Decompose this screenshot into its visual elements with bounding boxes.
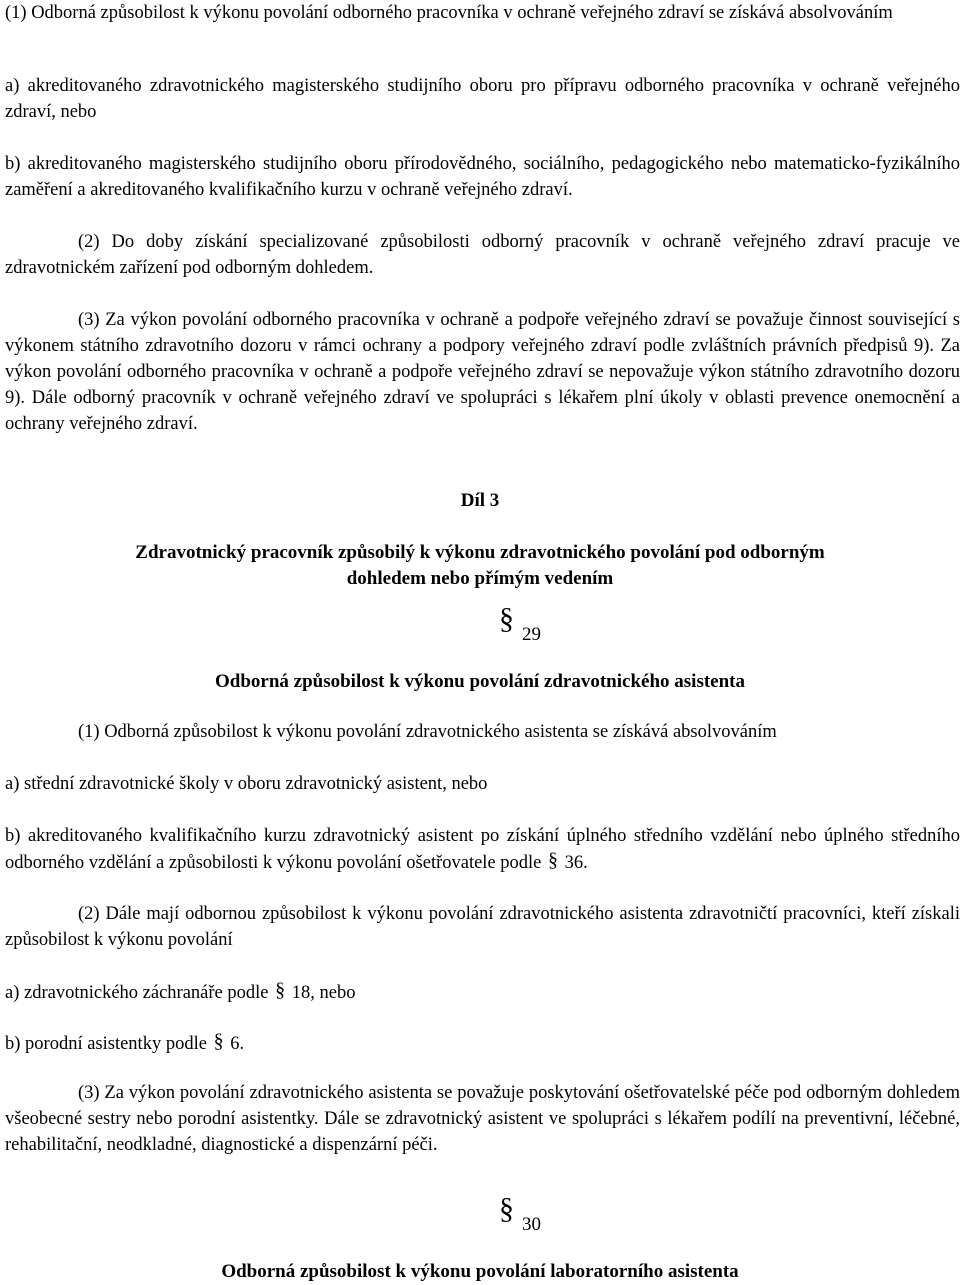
- s29-paragraph-2b: [5, 1030, 960, 1057]
- paragraph-1b: b) akreditovaného magisterského studijního oboru přírodovědného, sociálního, pedagogického nebo matematicko-fyzikálního zaměření a akreditovaného kvalifikačního kurzu v ochraně veřejného zdraví.: [5, 154, 960, 200]
- paragraph-1a: a) akreditovaného zdravotnického magisterského studijního oboru pro přípravu odborného pracovníka v ochraně veřejného zdraví, nebo: [5, 76, 960, 122]
- s29-paragraph-1b-text: b) akreditovaného kvalifikačního kurzu zdravotnický asistent po získání úplného středního vzdělání nebo úplného středního odborného vzdělání a způsobilosti k výkonu povolání ošetřovatele podle: [5, 826, 960, 873]
- section-30-number: 30: [522, 1214, 541, 1235]
- s29-paragraph-2a: [5, 979, 960, 1006]
- section-29-heading: [0, 602, 960, 648]
- section-30-heading: [0, 1192, 960, 1238]
- part-subtitle-line1: Zdravotnický pracovník způsobilý k výkonu zdravotnického povolání pod odborným: [135, 542, 825, 563]
- s29-paragraph-2b-ref: 6.: [230, 1034, 245, 1054]
- section-symbol: §: [499, 1192, 514, 1225]
- section-symbol: §: [275, 979, 286, 1001]
- s29-paragraph-2a-ref: 18, nebo: [291, 983, 356, 1003]
- s29-paragraph-2: (2) Dále mají odbornou způsobilost k výkonu povolání zdravotnického asistenta zdravotničtí pracovníci, kteří získali způsobilost k výkonu povolání: [5, 904, 960, 950]
- s29-paragraph-1: (1) Odborná způsobilost k výkonu povolání zdravotnického asistenta se získává absolvováním: [78, 722, 777, 742]
- s29-paragraph-1b-ref: 36.: [564, 853, 588, 873]
- part-title: Díl 3: [460, 490, 500, 511]
- paragraph-3: (3) Za výkon povolání odborného pracovníka v ochraně a podpoře veřejného zdraví se považuje činnost související s výkonem státního zdravotního dozoru v rámci ochrany a podpory veřejného zdraví podle zvláštních právních předpisů 9). Za výkon povolání odborného pracovníka v ochraně a podpoře veřejného zdraví se nepovažuje výkon státního zdravotního dozoru 9). Dále odborný pracovník v ochraně veřejného zdraví ve spolupráci s lékařem plní úkoly v oblasti prevence onemocnění a ochrany veřejného zdraví.: [5, 310, 960, 434]
- section-symbol: §: [499, 602, 514, 635]
- s29-paragraph-2b-text: b) porodní asistentky podle: [5, 1034, 207, 1054]
- s29-paragraph-1b: [5, 823, 960, 876]
- paragraph-2: (2) Do doby získání specializované způsobilosti odborný pracovník v ochraně veřejného zdraví pracuje ve zdravotnickém zařízení pod odborným dohledem.: [5, 232, 960, 278]
- section-symbol: §: [548, 849, 559, 871]
- section-30-title: Odborná způsobilost k výkonu povolání laboratorního asistenta: [221, 1261, 739, 1282]
- paragraph-1: (1) Odborná způsobilost k výkonu povolání odborného pracovníka v ochraně veřejného zdraví se získává absolvováním: [5, 3, 893, 23]
- s29-paragraph-2a-text: a) zdravotnického záchranáře podle: [5, 983, 269, 1003]
- s29-paragraph-3: (3) Za výkon povolání zdravotnického asistenta se považuje poskytování ošetřovatelské péče pod odborným dohledem všeobecné sestry nebo porodní asistentky. Dále se zdravotnický asistent ve spolupráci s lékařem podílí na preventivní, léčebné, rehabilitační, neodkladné, diagnostické a dispenzární péči.: [5, 1083, 960, 1155]
- s29-paragraph-1a: a) střední zdravotnické školy v oboru zdravotnický asistent, nebo: [5, 774, 488, 794]
- part-subtitle-line2: dohledem nebo přímým vedením: [346, 568, 614, 589]
- section-29-number: 29: [522, 624, 541, 645]
- section-symbol: §: [213, 1030, 224, 1052]
- section-29-title: Odborná způsobilost k výkonu povolání zdravotnického asistenta: [214, 671, 745, 692]
